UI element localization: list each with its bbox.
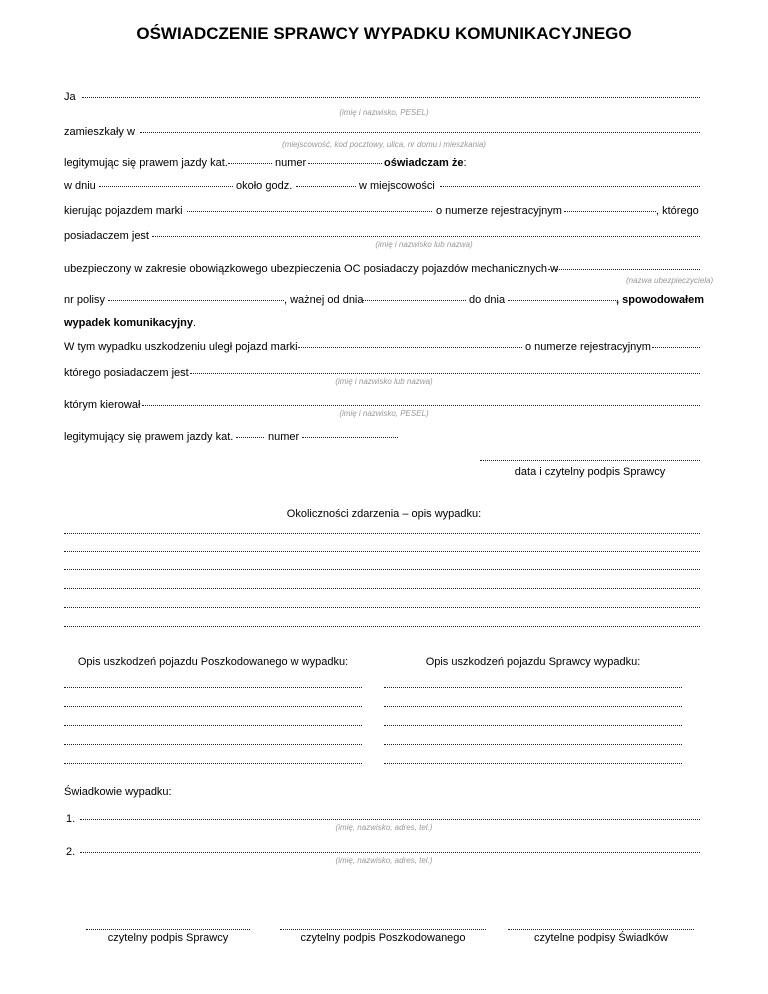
field-witness-1[interactable]: [80, 818, 700, 820]
circumstances-heading: Okoliczności zdarzenia – opis wypadku:: [286, 508, 482, 520]
damage-victim-line[interactable]: [64, 686, 362, 688]
circumstances-line[interactable]: [64, 606, 700, 608]
hint-insurer: (nazwa ubezpieczyciela): [626, 276, 714, 285]
field-owner[interactable]: [152, 235, 700, 237]
field-damaged-registration[interactable]: [652, 346, 700, 348]
damage-perp-line[interactable]: [384, 743, 682, 745]
label-damaged-registration: o numerze rejestracyjnym: [525, 341, 651, 353]
label-driver-license-cat: legitymujący się prawem jazdy kat.: [64, 431, 234, 443]
field-license-category[interactable]: [228, 162, 272, 164]
circumstances-line[interactable]: [64, 568, 700, 570]
witness-1-number: 1.: [66, 813, 76, 825]
field-place[interactable]: [440, 185, 700, 187]
field-time[interactable]: [296, 185, 356, 187]
damage-victim-line[interactable]: [64, 743, 362, 745]
circumstances-line[interactable]: [64, 550, 700, 552]
label-place: w miejscowości: [359, 180, 435, 192]
label-signature-victim: czytelny podpis Poszkodowanego: [300, 932, 466, 944]
damage-victim-line[interactable]: [64, 705, 362, 707]
hint-owner: (imię i nazwisko lub nazwa): [375, 240, 473, 249]
field-signature-perp[interactable]: [86, 928, 250, 930]
label-caused: , spowodowałem: [616, 294, 705, 306]
label-vehicle-make: kierując pojazdem marki: [64, 205, 183, 217]
field-registration[interactable]: [564, 210, 656, 212]
field-driver[interactable]: [142, 404, 700, 406]
field-damaged-owner[interactable]: [190, 372, 700, 374]
damage-perp-line[interactable]: [384, 762, 682, 764]
field-insurer[interactable]: [548, 268, 700, 270]
field-valid-from[interactable]: [362, 299, 466, 301]
field-date-signature[interactable]: [480, 459, 700, 461]
label-date-signature: data i czytelny podpis Sprawcy: [514, 466, 666, 478]
document-title: OŚWIADCZENIE SPRAWCY WYPADKU KOMUNIKACYJNEGO: [136, 24, 632, 43]
hint-address: (miejscowość, kod pocztowy, ulica, nr domu i mieszkania): [282, 140, 486, 149]
label-whose: , którego: [656, 205, 699, 217]
damage-perp-heading: Opis uszkodzeń pojazdu Sprawcy wypadku:: [425, 656, 641, 668]
label-declare: oświadczam że:: [384, 157, 467, 169]
field-policy[interactable]: [108, 299, 284, 301]
label-signature-perp: czytelny podpis Sprawcy: [107, 932, 229, 944]
label-insured: ubezpieczony w zakresie obowiązkowego ubezpieczenia OC posiadaczy pojazdów mechanicznych w: [64, 263, 559, 275]
label-signature-witnesses: czytelne podpisy Świadków: [534, 932, 668, 944]
field-driver-license-number[interactable]: [302, 436, 398, 438]
field-signature-witnesses[interactable]: [508, 928, 694, 930]
field-address[interactable]: [140, 131, 700, 133]
circumstances-line[interactable]: [64, 587, 700, 589]
witnesses-heading: Świadkowie wypadku:: [64, 786, 172, 798]
damage-victim-line[interactable]: [64, 762, 362, 764]
damage-perp-line[interactable]: [384, 686, 682, 688]
label-accident: wypadek komunikacyjny.: [64, 317, 197, 329]
label-owner: posiadaczem jest: [64, 230, 149, 242]
damage-victim-line[interactable]: [64, 724, 362, 726]
hint-witness-1: (imię, nazwisko, adres, tel.): [335, 823, 433, 832]
field-name-pesel[interactable]: [82, 96, 700, 98]
circumstances-line[interactable]: [64, 532, 700, 534]
hint-driver: (imię i nazwisko, PESEL): [339, 409, 429, 418]
circumstances-line[interactable]: [64, 625, 700, 627]
label-damaged-owner: którego posiadaczem jest: [64, 367, 189, 379]
hint-name-pesel: (imię i nazwisko, PESEL): [339, 108, 429, 117]
label-time: około godz.: [236, 180, 293, 192]
label-license-number: numer: [275, 157, 307, 169]
hint-witness-2: (imię, nazwisko, adres, tel.): [335, 856, 433, 865]
field-vehicle-make[interactable]: [187, 210, 432, 212]
label-driver-license-number: numer: [268, 431, 300, 443]
label-valid-from: , ważnej od dnia: [284, 294, 364, 306]
field-license-number[interactable]: [308, 162, 382, 164]
field-valid-to[interactable]: [508, 299, 618, 301]
field-driver-license-cat[interactable]: [236, 436, 264, 438]
label-date: w dniu: [64, 180, 96, 192]
field-signature-victim[interactable]: [280, 928, 486, 930]
hint-damaged-owner: (imię i nazwisko lub nazwa): [335, 377, 433, 386]
damage-perp-line[interactable]: [384, 705, 682, 707]
label-driver: którym kierował: [64, 399, 141, 411]
field-witness-2[interactable]: [80, 851, 700, 853]
damage-victim-heading: Opis uszkodzeń pojazdu Poszkodowanego w wypadku:: [77, 656, 349, 668]
field-damaged-vehicle[interactable]: [298, 346, 522, 348]
damage-perp-line[interactable]: [384, 724, 682, 726]
field-date[interactable]: [99, 185, 233, 187]
label-registration: o numerze rejestracyjnym: [436, 205, 562, 217]
label-address: zamieszkały w: [64, 126, 135, 138]
label-license-category: legitymując się prawem jazdy kat.: [64, 157, 228, 169]
witness-2-number: 2.: [66, 846, 76, 858]
label-ja: Ja: [64, 91, 76, 103]
label-damaged-vehicle: W tym wypadku uszkodzeniu uległ pojazd marki: [64, 341, 298, 353]
label-policy: nr polisy: [64, 294, 105, 306]
label-valid-to: do dnia: [469, 294, 506, 306]
